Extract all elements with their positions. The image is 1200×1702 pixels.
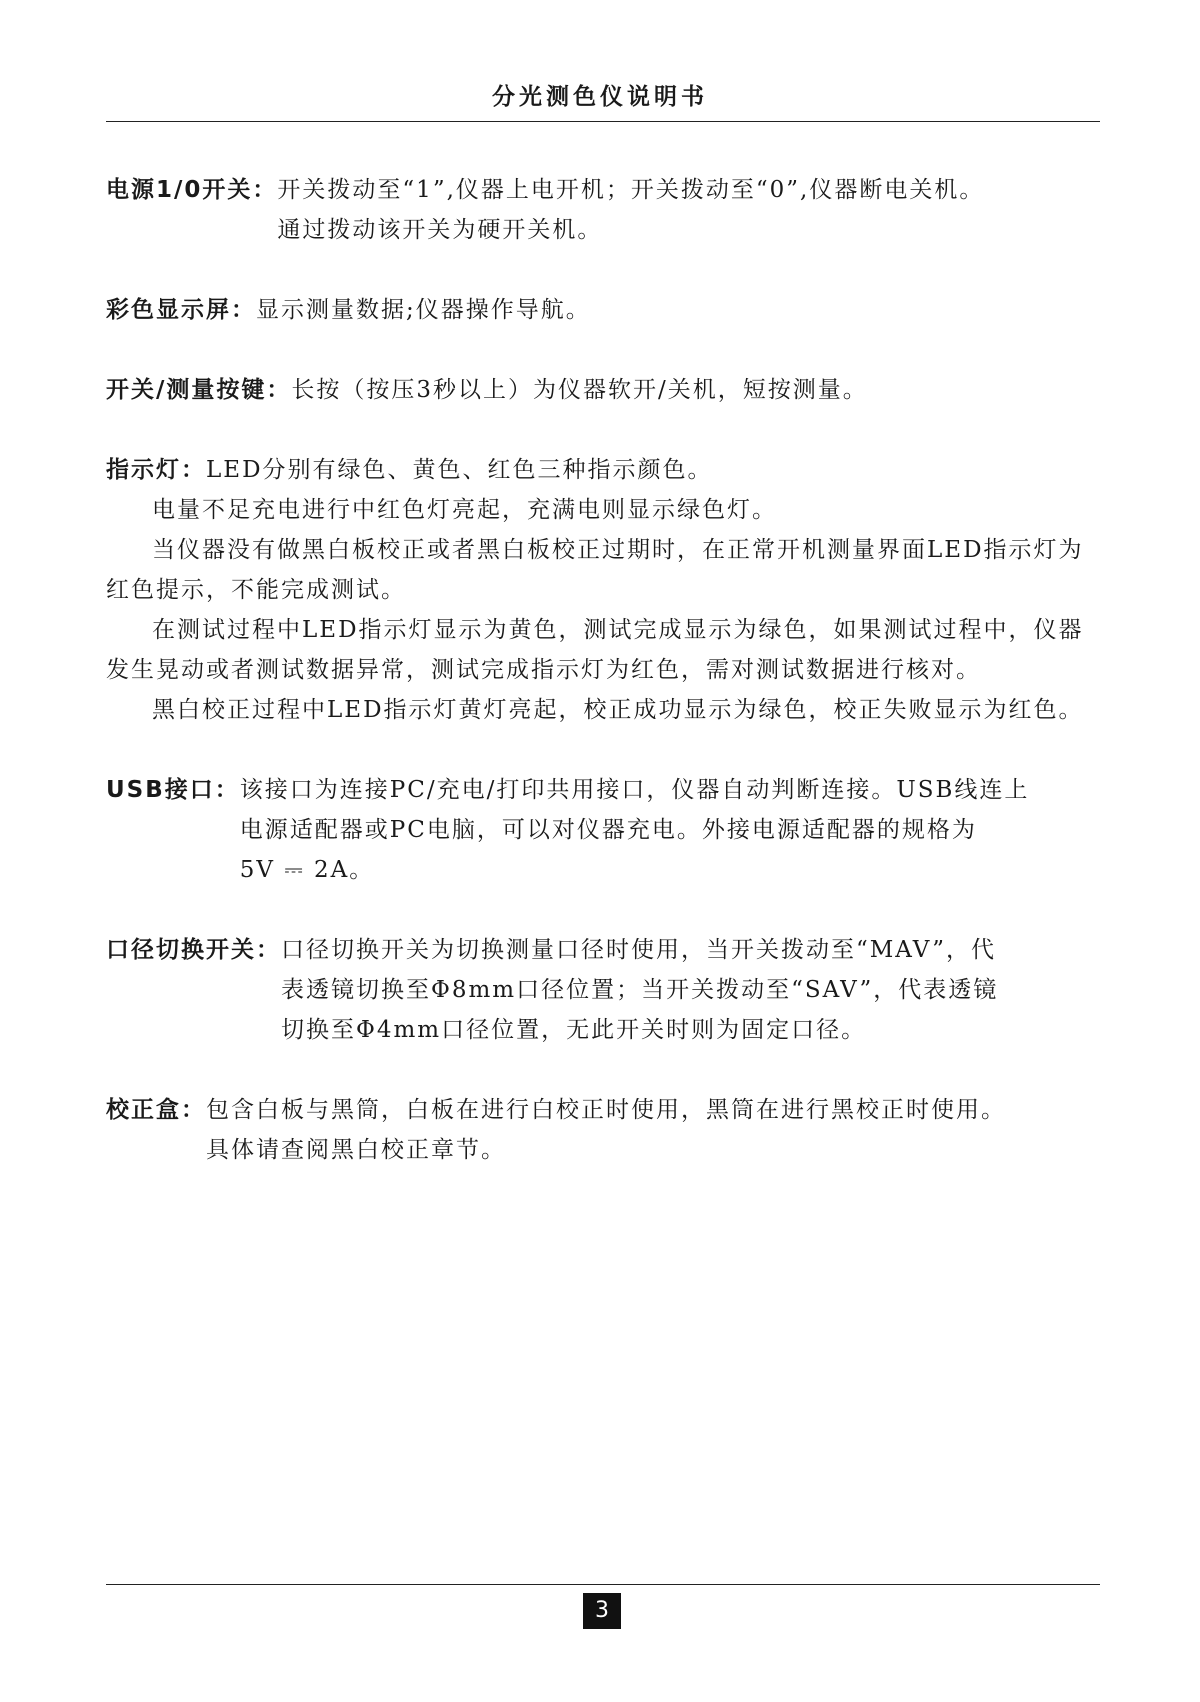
page-number: 3	[583, 1593, 621, 1629]
display-text: 显示测量数据;仪器操作导航。	[256, 297, 591, 323]
usb-label: USB接口：	[106, 777, 240, 803]
indicator-paragraph: 当仪器没有做黑白板校正或者黑白板校正过期时，在正常开机测量界面LED指示灯为红色提示，不能完成测试。	[106, 537, 1084, 603]
measure-key-label: 开关/测量按键：	[106, 377, 292, 403]
calibration-box-description	[206, 1090, 1100, 1170]
usb-line: 该接口为连接PC/充电/打印共用接口，仪器自动判断连接。USB线连上	[239, 777, 1030, 803]
power-switch-label: 电源1/0开关：	[106, 177, 278, 203]
display-section	[106, 290, 1100, 330]
indicator-paragraph: 电量不足充电进行中红色灯亮起，充满电则显示绿色灯。	[152, 497, 777, 523]
indicator-first-line	[106, 450, 1100, 490]
indicator-section	[106, 450, 1100, 730]
document-body	[106, 170, 1100, 1210]
power-switch-description	[277, 170, 1100, 250]
measure-key-section	[106, 370, 1100, 410]
measure-key-text: 长按（按压3秒以上）为仪器软开/关机，短按测量。	[291, 377, 868, 403]
usb-description	[240, 770, 1100, 890]
aperture-switch-description	[281, 930, 1100, 1050]
calibration-box-line: 具体请查阅黑白校正章节。	[206, 1137, 506, 1163]
aperture-switch-line: 口径切换开关为切换测量口径时使用，当开关拨动至“MAV”，代	[281, 937, 996, 963]
usb-section	[106, 770, 1100, 890]
usb-line: 5V ⎓ 2A。	[239, 857, 375, 883]
footer-rule	[106, 1584, 1100, 1585]
display-label: 彩色显示屏：	[106, 297, 256, 323]
aperture-switch-label: 口径切换开关：	[106, 937, 281, 963]
calibration-box-section	[106, 1090, 1100, 1170]
indicator-paragraph: 黑白校正过程中LED指示灯黄灯亮起，校正成功显示为绿色，校正失败显示为红色。	[152, 697, 1084, 723]
power-switch-line: 开关拨动至“1”,仪器上电开机；开关拨动至“0”,仪器断电关机。	[277, 177, 985, 203]
indicator-first-text: LED分别有绿色、黄色、红色三种指示颜色。	[206, 457, 713, 483]
page-header-title: 分光测色仪说明书	[492, 84, 708, 110]
aperture-switch-line: 表透镜切换至Φ8mm口径位置；当开关拨动至“SAV”，代表透镜	[281, 977, 999, 1003]
indicator-label: 指示灯：	[106, 457, 206, 483]
power-switch-section	[106, 170, 1100, 250]
calibration-box-line: 包含白板与黑筒，白板在进行白校正时使用，黑筒在进行黑校正时使用。	[206, 1097, 1006, 1123]
power-switch-line: 通过拨动该开关为硬开关机。	[277, 217, 603, 243]
calibration-box-label: 校正盒：	[106, 1097, 206, 1123]
usb-line: 电源适配器或PC电脑，可以对仪器充电。外接电源适配器的规格为	[239, 817, 977, 843]
aperture-switch-line: 切换至Φ4mm口径位置，无此开关时则为固定口径。	[281, 1017, 867, 1043]
header-rule	[106, 121, 1100, 122]
indicator-paragraph: 在测试过程中LED指示灯显示为黄色，测试完成显示为绿色，如果测试过程中，仪器发生晃动或者测试数据异常，测试完成指示灯为红色，需对测试数据进行核对。	[106, 617, 1084, 683]
aperture-switch-section	[106, 930, 1100, 1050]
